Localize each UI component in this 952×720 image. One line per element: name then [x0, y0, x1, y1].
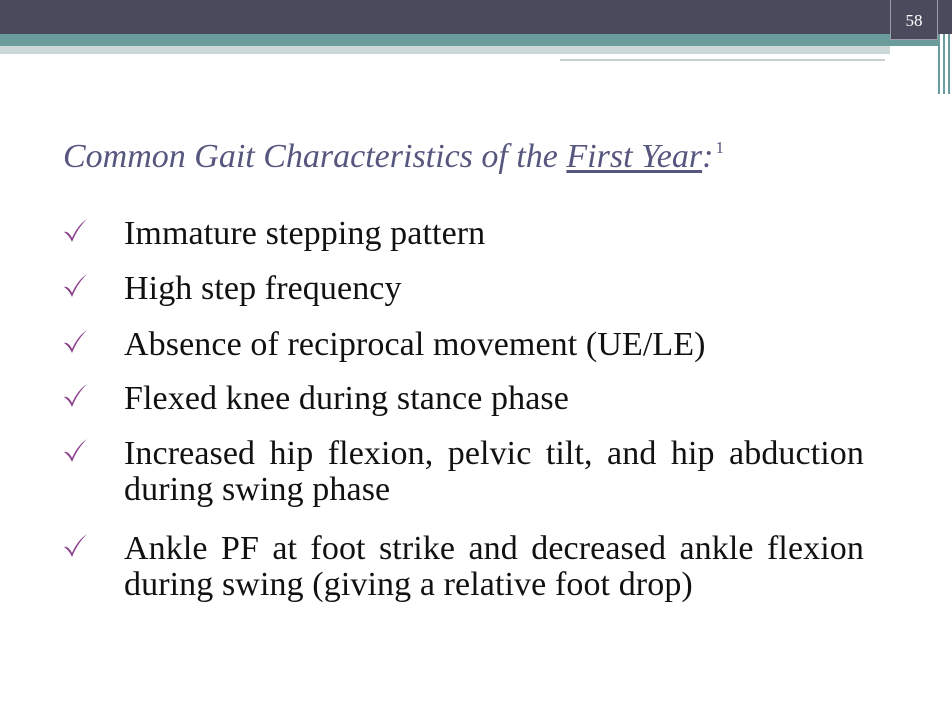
- bullet-text: Immature stepping pattern: [124, 215, 486, 252]
- header-shadow-band: [0, 46, 890, 54]
- header-rule: [560, 59, 885, 61]
- check-mark-icon: [62, 383, 88, 409]
- bullet-text: Flexed knee during stance phase: [124, 380, 569, 417]
- bullet-text: Absence of reciprocal movement (UE/LE): [124, 326, 706, 363]
- title-prefix: Common Gait Characteristics of the: [63, 138, 567, 175]
- title-superscript: 1: [715, 138, 724, 157]
- check-mark-icon: [62, 273, 88, 299]
- check-mark-icon: [62, 533, 88, 559]
- title-underlined-text: First Year: [566, 138, 703, 175]
- header-band: [0, 0, 952, 34]
- check-mark-icon: [62, 329, 88, 355]
- check-mark-icon: [62, 438, 88, 464]
- bullet-text: Increased hip flexion, pelvic tilt, and hip abduction during swing phase: [124, 435, 864, 508]
- header-side-stripes: [938, 34, 952, 94]
- header-accent-band: [0, 34, 952, 46]
- bullet-text: High step frequency: [124, 270, 402, 307]
- title-suffix: :: [702, 138, 714, 175]
- bullet-text: Ankle PF at foot strike and decreased ankle flexion during swing (giving a relative foot drop): [124, 530, 864, 603]
- check-mark-icon: [62, 218, 88, 244]
- page-number: 58: [905, 11, 923, 30]
- slide-title: [63, 138, 724, 176]
